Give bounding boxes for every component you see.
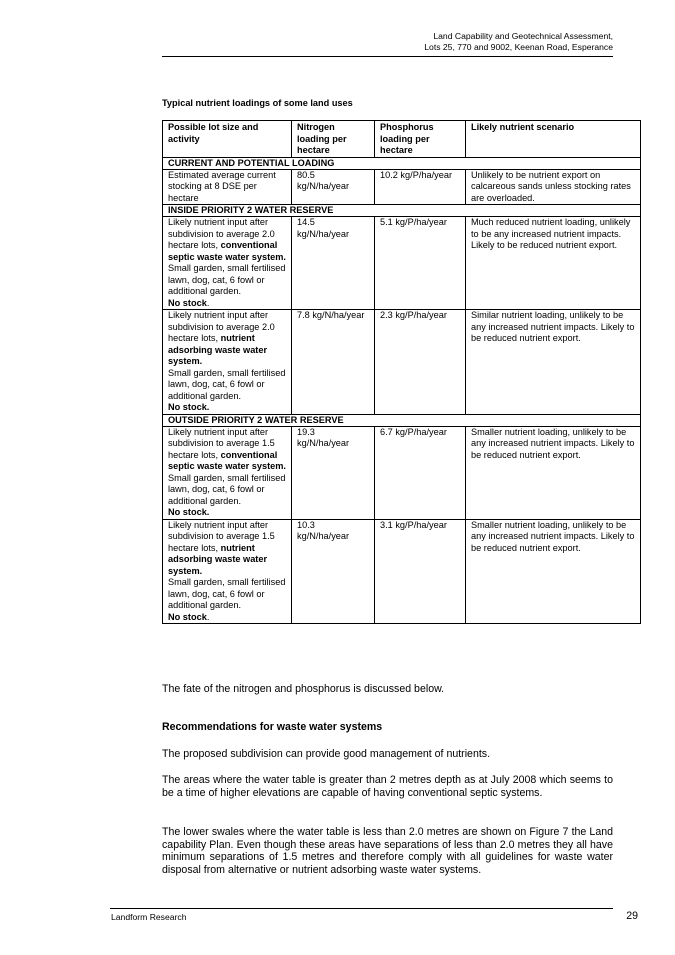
column-header-nitrogen: Nitrogen loading per hectare — [292, 121, 375, 158]
footer-organisation: Landform Research — [111, 912, 187, 922]
activity-cell — [163, 310, 292, 415]
page-number: 29 — [626, 910, 638, 922]
footer-divider — [110, 908, 613, 909]
table-row — [163, 519, 641, 624]
header-line-1: Land Capability and Geotechnical Assessment, — [433, 31, 613, 41]
phosphorus-cell: 6.7 kg/P/ha/year — [375, 426, 466, 519]
table-row — [163, 426, 641, 519]
activity-detail-text: Small garden, small fertilised lawn, dog, cat, 6 fowl or additional garden. — [168, 367, 286, 401]
scenario-cell — [466, 426, 641, 519]
section-title: CURRENT AND POTENTIAL LOADING — [163, 157, 641, 169]
scenario-export-text: Likely to be reduced nutrient export. — [471, 240, 618, 250]
activity-system-text: nutrient adsorbing waste water system. — [168, 542, 268, 576]
table-header-row — [163, 121, 641, 158]
column-header-phosphorus: Phosphorus loading per hectare — [375, 121, 466, 158]
column-header-scenario: Likely nutrient scenario — [466, 121, 641, 158]
nitrogen-cell: 7.8 kg/N/ha/year — [292, 310, 375, 415]
header-line-2: Lots 25, 770 and 9002, Keenan Road, Esperance — [424, 42, 613, 52]
scenario-cell — [466, 310, 641, 415]
scenario-export-text: Likely to be reduced nutrient export. — [471, 531, 635, 553]
activity-cell: Estimated average current stocking at 8 DSE per hectare — [163, 169, 292, 205]
activity-cell: Likely nutrient input after subdivision to average 1.5 hectare lots, nutrient adsorbing waste water system. Small garden, small fertilised lawn, dog, cat, 6 fowl or additional garden. No stock. — [163, 519, 292, 624]
section-title: INSIDE PRIORITY 2 WATER RESERVE — [163, 205, 641, 217]
activity-detail-text: Small garden, small fertilised lawn, dog, cat, 6 fowl or additional garden. — [168, 263, 286, 296]
table-row — [163, 217, 641, 310]
activity-cell: Likely nutrient input after subdivision to average 2.0 hectare lots, conventional septic waste water system. Small garden, small fertilised lawn, dog, cat, 6 fowl or additional garden. No stock. — [163, 217, 292, 310]
activity-stock-text: No stock. — [168, 507, 210, 517]
section-row — [163, 414, 641, 426]
scenario-cell — [466, 217, 641, 310]
activity-detail-text: Small garden, small fertilised lawn, dog, cat, 6 fowl or additional garden. — [168, 577, 286, 610]
scenario-cell: Unlikely to be nutrient export on calcareous sands unless stocking rates are overloaded. — [466, 169, 641, 205]
phosphorus-cell: 5.1 kg/P/ha/year — [375, 217, 466, 310]
scenario-export-text: Likely to be reduced nutrient export. — [471, 321, 635, 343]
activity-text: Likely nutrient input after subdivision to average 2.0 hectare lots, — [168, 310, 275, 343]
activity-text: Likely nutrient input after subdivision to average 2.0 hectare lots, — [168, 217, 275, 250]
phosphorus-cell: 10.2 kg/P/ha/year — [375, 169, 466, 205]
activity-stock-text: No stock — [168, 297, 207, 308]
scenario-text: Smaller nutrient loading, unlikely to be any increased nutrient impacts. — [471, 426, 627, 448]
scenario-text: Similar nutrient loading, unlikely to be any increased nutrient impacts. — [471, 310, 624, 332]
scenario-cell — [466, 519, 641, 624]
activity-system-text: conventional septic waste water system. — [168, 240, 286, 262]
scenario-export-text: Likely to be reduced nutrient export. — [471, 438, 635, 460]
activity-stock-text: No stock. — [168, 402, 210, 412]
nitrogen-cell: 14.5 kg/N/ha/year — [292, 217, 375, 310]
nitrogen-cell: 19.3 kg/N/ha/year — [292, 426, 375, 519]
fate-paragraph: The fate of the nitrogen and phosphorus is discussed below. — [162, 683, 445, 695]
table-title: Typical nutrient loadings of some land uses — [162, 98, 353, 108]
paragraph-water-table-depth: The areas where the water table is greater than 2 metres depth as at July 2008 which seems to be a time of higher elevations are capable of having conventional septic systems. — [162, 774, 613, 799]
paragraph-nutrient-management: The proposed subdivision can provide good management of nutrients. — [162, 748, 491, 760]
recommendations-heading: Recommendations for waste water systems — [162, 721, 383, 733]
phosphorus-cell: 2.3 kg/P/ha/year — [375, 310, 466, 415]
section-row — [163, 205, 641, 217]
table-row — [163, 310, 641, 415]
activity-cell — [163, 426, 292, 519]
scenario-text: Smaller nutrient loading, unlikely to be any increased nutrient impacts. — [471, 519, 627, 541]
nitrogen-cell: 80.5 kg/N/ha/year — [292, 169, 375, 205]
activity-system-text: conventional septic waste water system. — [168, 449, 286, 471]
column-header-activity: Possible lot size and activity — [163, 121, 292, 158]
table-row — [163, 169, 641, 205]
activity-system-text: nutrient adsorbing waste water system. — [168, 333, 268, 366]
phosphorus-cell: 3.1 kg/P/ha/year — [375, 519, 466, 624]
header-divider — [162, 56, 613, 57]
activity-text: Likely nutrient input after subdivision to average 1.5 hectare lots, — [168, 426, 275, 460]
section-title: OUTSIDE PRIORITY 2 WATER RESERVE — [163, 414, 641, 426]
activity-text: Likely nutrient input after subdivision to average 1.5 hectare lots, — [168, 519, 275, 553]
nutrient-loading-table — [162, 120, 641, 624]
section-row — [163, 157, 641, 169]
activity-stock-text: No stock — [168, 611, 207, 622]
scenario-text: Much reduced nutrient loading, unlikely to be any increased nutrient impacts. — [471, 217, 631, 239]
activity-detail-text: Small garden, small fertilised lawn, dog, cat, 6 fowl or additional garden. — [168, 472, 286, 506]
paragraph-lower-swales: The lower swales where the water table is less than 2.0 metres are shown on Figure 7 the Land capability Plan. Even though these areas have separations of less than 2.0 metres they all have minimum separations of 1.5 metres and therefore comply with all guidelines for waste water disposal from alternative or nutrient adsorbing waste water systems. — [162, 826, 613, 876]
nitrogen-cell: 10.3 kg/N/ha/year — [292, 519, 375, 624]
running-header — [213, 31, 613, 53]
